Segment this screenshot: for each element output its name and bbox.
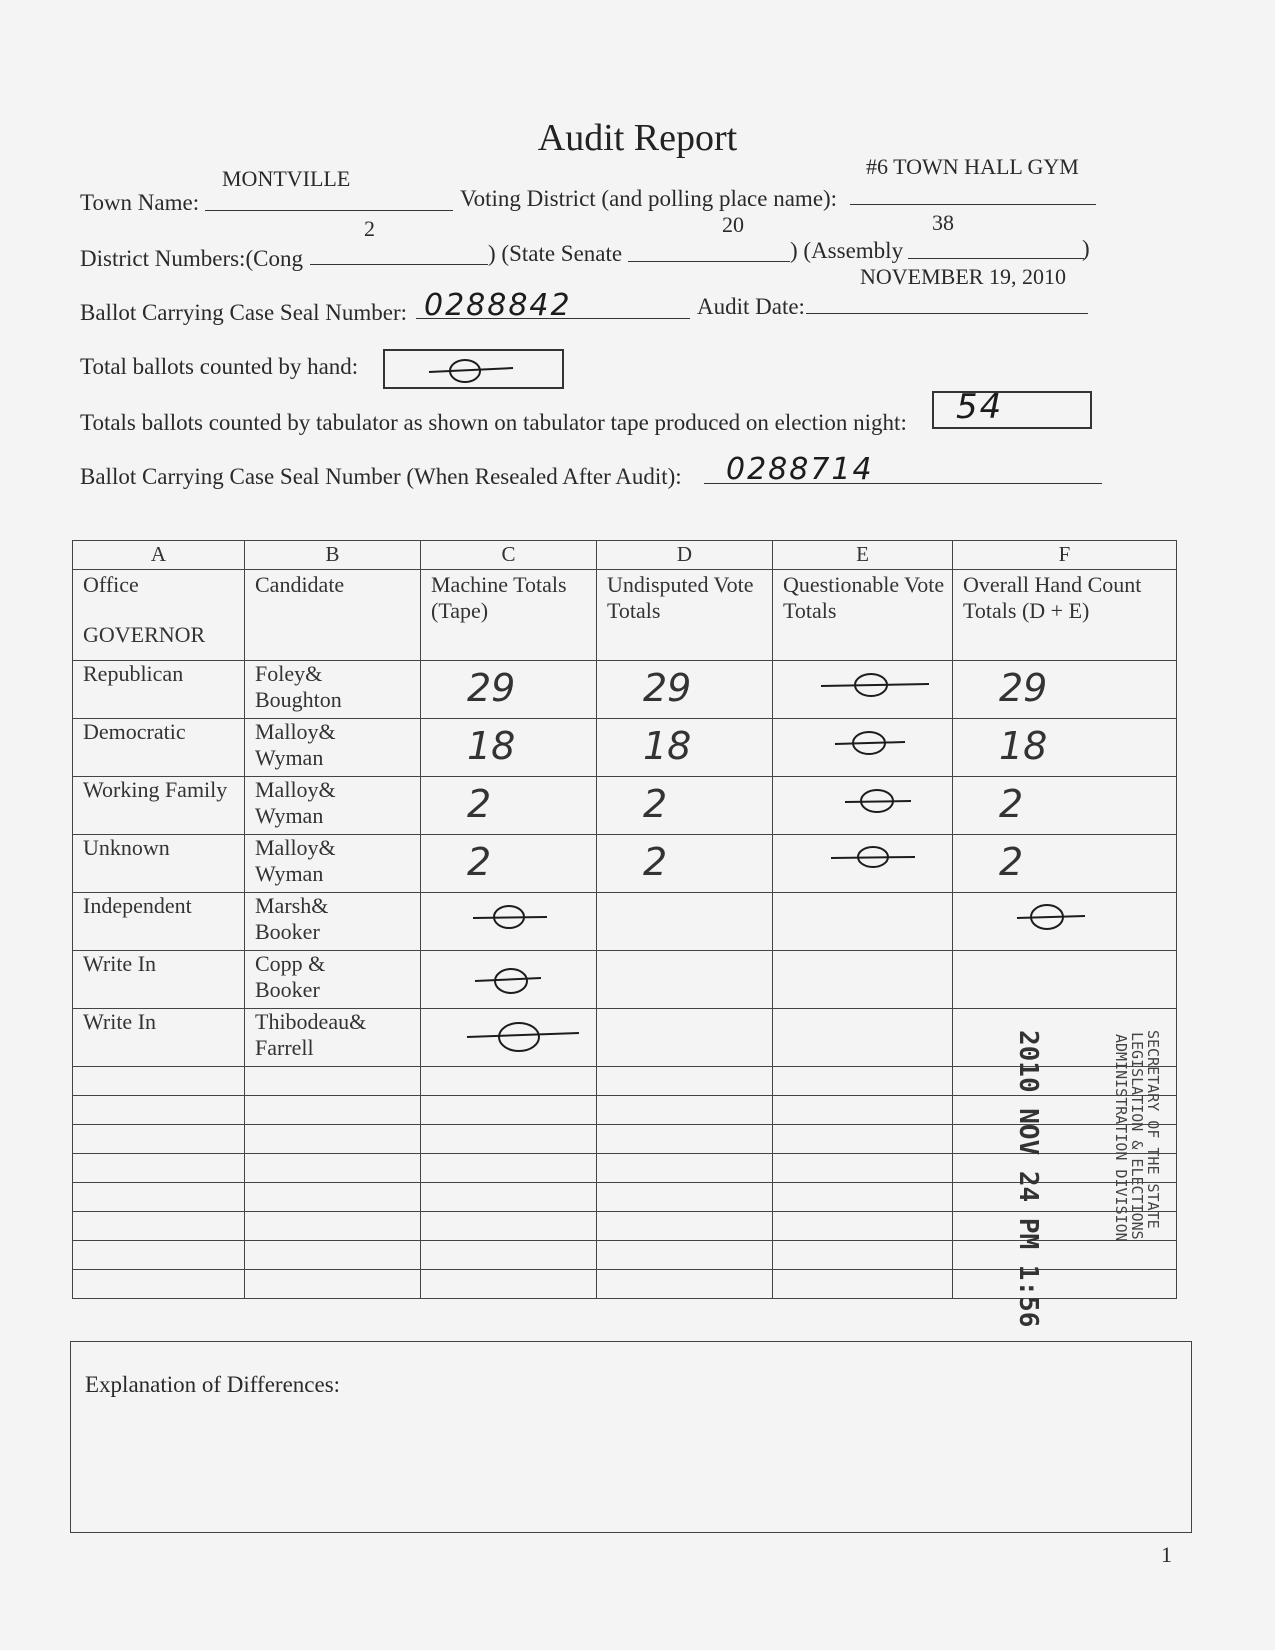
assembly-close: )	[1082, 236, 1090, 261]
hand-count-zero-mark	[963, 893, 1176, 931]
machine-total-value: 2	[467, 840, 492, 884]
office-line: Working Family	[83, 777, 228, 802]
undisputed-value: 2	[643, 782, 668, 826]
table-row	[73, 951, 1177, 1009]
office-cell: Unknown	[73, 835, 245, 893]
audit-date-label: Audit Date:	[697, 294, 805, 319]
hand-count-total-cell	[953, 951, 1177, 1009]
column-header-row	[73, 570, 1177, 661]
office-cell: Democratic	[73, 719, 245, 777]
column-letters-row	[73, 541, 1177, 570]
col-letter-a: A	[73, 541, 245, 570]
table-row	[73, 661, 1177, 719]
machine-total-cell	[421, 661, 597, 719]
explanation-label: Explanation of Differences:	[85, 1372, 341, 1397]
candidate-cell	[245, 777, 421, 835]
candidate-line: Boughton	[255, 687, 342, 712]
candidate-line: Malloy&	[255, 835, 336, 860]
reseal-line	[704, 483, 1102, 484]
town-name-label: Town Name:	[80, 190, 200, 215]
undisputed-cell	[597, 777, 773, 835]
questionable-cell	[773, 1009, 953, 1067]
audit-date-value: NOVEMBER 19, 2010	[860, 264, 1066, 289]
hand-count-total-cell	[953, 893, 1177, 951]
candidate-line: Foley&	[255, 661, 323, 686]
candidate-line: Wyman	[255, 803, 324, 828]
header-office-label: Office	[83, 572, 139, 597]
office-cell: Write In	[73, 1009, 245, 1067]
hand-count-box	[383, 349, 564, 389]
page-number: 1	[1161, 1542, 1172, 1567]
stamp-line-3: ADMINISTRATION DIVISION	[1112, 1034, 1130, 1242]
office-governor: GOVERNOR	[83, 622, 206, 647]
header-undisputed: Undisputed Vote Totals	[597, 570, 773, 661]
header-overall-hand-count: Overall Hand Count Totals (D + E)	[953, 570, 1177, 661]
machine-total-cell	[421, 835, 597, 893]
col-letter-f: F	[953, 541, 1177, 570]
header-machine-totals: Machine Totals (Tape)	[421, 570, 597, 661]
col-letter-d: D	[597, 541, 773, 570]
machine-total-cell	[421, 777, 597, 835]
hand-count-label: Total ballots counted by hand:	[80, 354, 359, 379]
received-stamp	[1010, 1030, 1162, 1328]
assembly-line	[908, 258, 1084, 259]
hand-count-total-cell	[953, 661, 1177, 719]
questionable-cell	[773, 951, 953, 1009]
table-row	[73, 893, 1177, 951]
tabulator-label: Totals ballots counted by tabulator as shown on tabulator tape produced on election night:	[80, 410, 907, 435]
candidate-line: Booker	[255, 919, 320, 944]
office-cell	[73, 777, 245, 835]
tabulator-box	[932, 387, 1092, 429]
machine-total-cell	[421, 893, 597, 951]
questionable-zero-mark	[783, 777, 952, 815]
table-row	[73, 835, 1177, 893]
undisputed-cell	[597, 835, 773, 893]
reseal-label: Ballot Carrying Case Seal Number (When Resealed After Audit):	[80, 464, 682, 489]
stamp-line-2: LEGISLATION & ELECTIONS	[1128, 1032, 1146, 1240]
stamp-date: 2010 NOV 24 PM 1:56	[1013, 1030, 1043, 1328]
congress-line	[310, 264, 488, 265]
hand-count-total-value: 29	[999, 666, 1048, 710]
questionable-zero-mark	[783, 719, 952, 757]
table-row	[73, 719, 1177, 777]
questionable-cell	[773, 719, 953, 777]
machine-total-zero-mark	[431, 893, 596, 931]
candidate-line: Farrell	[255, 1035, 314, 1060]
state-senate-label: ) (State Senate	[488, 241, 623, 266]
candidate-line: Copp &	[255, 951, 326, 976]
machine-total-value: 29	[467, 666, 516, 710]
audit-date-line	[806, 313, 1088, 314]
machine-total-zero-mark	[431, 1009, 596, 1053]
seal-number-value: 0288842	[424, 288, 572, 323]
machine-total-cell	[421, 1009, 597, 1067]
tabulator-value: 54	[956, 387, 1004, 427]
candidate-cell	[245, 951, 421, 1009]
voting-district-label: Voting District (and polling place name):	[460, 186, 838, 211]
candidate-line: Malloy&	[255, 719, 336, 744]
undisputed-value: 18	[643, 724, 692, 768]
undisputed-cell	[597, 719, 773, 777]
hand-count-zero	[385, 351, 562, 387]
machine-total-cell	[421, 719, 597, 777]
hand-count-total-value: 18	[999, 724, 1048, 768]
hand-count-total-cell	[953, 719, 1177, 777]
stamp-line-1: SECRETARY OF THE STATE	[1144, 1030, 1162, 1229]
office-cell: Independent	[73, 893, 245, 951]
candidate-line: Wyman	[255, 745, 324, 770]
header-office	[73, 570, 245, 661]
header-candidate: Candidate	[245, 570, 421, 661]
candidate-line: Marsh&	[255, 893, 329, 918]
candidate-line: Malloy&	[255, 777, 336, 802]
undisputed-cell	[597, 893, 773, 951]
questionable-cell	[773, 777, 953, 835]
col-letter-e: E	[773, 541, 953, 570]
candidate-cell	[245, 661, 421, 719]
hand-count-total-cell	[953, 777, 1177, 835]
machine-total-value: 18	[467, 724, 516, 768]
hand-count-total-value: 2	[999, 840, 1024, 884]
candidate-cell	[245, 719, 421, 777]
candidate-cell	[245, 1009, 421, 1067]
state-senate-line	[628, 261, 790, 262]
candidate-cell	[245, 893, 421, 951]
congress-value: 2	[364, 216, 375, 241]
page-title: Audit Report	[537, 117, 738, 159]
voting-district-line	[850, 204, 1096, 205]
questionable-cell	[773, 661, 953, 719]
undisputed-value: 29	[643, 666, 692, 710]
header-questionable: Questionable Vote Totals	[773, 570, 953, 661]
reseal-value: 0288714	[726, 452, 874, 487]
candidate-line: Thibodeau&	[255, 1009, 367, 1034]
hand-count-total-value: 2	[999, 782, 1024, 826]
seal-number-line	[416, 318, 690, 319]
questionable-cell	[773, 893, 953, 951]
district-numbers-label: District Numbers:(Cong	[80, 246, 303, 271]
town-name-line	[205, 210, 453, 211]
voting-district-value: #6 TOWN HALL GYM	[866, 154, 1079, 179]
questionable-cell	[773, 835, 953, 893]
machine-total-zero-mark	[431, 951, 596, 995]
undisputed-cell	[597, 951, 773, 1009]
machine-total-value: 2	[467, 782, 492, 826]
questionable-zero-mark	[783, 835, 952, 873]
office-cell: Write In	[73, 951, 245, 1009]
assembly-value: 38	[932, 210, 954, 235]
office-cell: Republican	[73, 661, 245, 719]
undisputed-cell	[597, 661, 773, 719]
table-row	[73, 777, 1177, 835]
questionable-zero-mark	[783, 661, 952, 699]
explanation-box	[70, 1341, 1192, 1533]
state-senate-value: 20	[722, 212, 744, 237]
col-letter-c: C	[421, 541, 597, 570]
candidate-line: Wyman	[255, 861, 324, 886]
machine-total-cell	[421, 951, 597, 1009]
candidate-line: Booker	[255, 977, 320, 1002]
col-letter-b: B	[245, 541, 421, 570]
seal-number-label: Ballot Carrying Case Seal Number:	[80, 300, 408, 325]
town-name-value: MONTVILLE	[222, 166, 351, 191]
candidate-cell	[245, 835, 421, 893]
hand-count-total-cell	[953, 835, 1177, 893]
undisputed-value: 2	[643, 840, 668, 884]
undisputed-cell	[597, 1009, 773, 1067]
assembly-label: ) (Assembly	[790, 238, 904, 263]
